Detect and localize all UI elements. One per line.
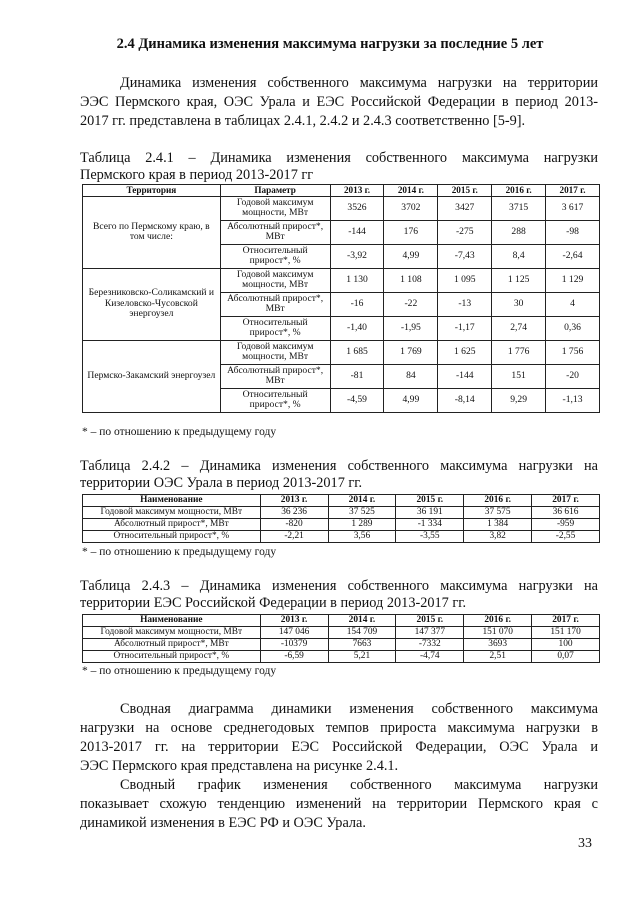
header-cell: 2017 г. [546, 185, 600, 197]
value-cell: -98 [546, 220, 600, 244]
value-cell: -1,40 [330, 316, 384, 340]
value-cell: 1 125 [492, 268, 546, 292]
table3-caption [80, 578, 598, 612]
value-cell: -2,64 [546, 244, 600, 268]
summary-line: нагрузки на основе среднегодовых темпов прироста максимума нагрузки в [80, 720, 598, 736]
value-cell: -2,21 [260, 531, 328, 543]
summary-paragraph-2 [80, 776, 598, 833]
value-cell: 1 129 [546, 268, 600, 292]
value-cell: 0,36 [546, 316, 600, 340]
param-cell: Относительный прирост*, % [220, 316, 330, 340]
value-cell: -144 [438, 364, 492, 388]
value-cell: 151 170 [532, 627, 600, 639]
value-cell: 1 685 [330, 340, 384, 364]
param-cell: Относительный прирост*, % [220, 388, 330, 412]
table1-footnote: * – по отношению к предыдущему году [82, 426, 277, 438]
value-cell: 100 [532, 639, 600, 651]
value-cell: -6,59 [260, 651, 328, 663]
header-cell: 2017 г. [532, 495, 600, 507]
value-cell: -1,95 [384, 316, 438, 340]
value-cell: 3715 [492, 196, 546, 220]
value-cell: 151 [492, 364, 546, 388]
value-cell: -7332 [396, 639, 464, 651]
table-row [83, 627, 600, 639]
intro-line: Динамика изменения собственного максимума нагрузки на территории [120, 75, 598, 91]
value-cell: -1 334 [396, 519, 464, 531]
table2-footnote: * – по отношению к предыдущему году [82, 546, 277, 558]
value-cell: 3427 [438, 196, 492, 220]
table-header-row [83, 185, 600, 197]
header-cell: Территория [83, 185, 221, 197]
value-cell: 147 377 [396, 627, 464, 639]
summary-paragraph-1 [80, 700, 598, 776]
name-cell: Относительный прирост*, % [83, 531, 261, 543]
value-cell: -820 [260, 519, 328, 531]
param-cell: Абсолютный прирост*, МВт [220, 292, 330, 316]
param-cell: Абсолютный прирост*, МВт [220, 220, 330, 244]
value-cell: -959 [532, 519, 600, 531]
value-cell: 176 [384, 220, 438, 244]
name-cell: Абсолютный прирост*, МВт [83, 639, 261, 651]
value-cell: 37 575 [464, 507, 532, 519]
value-cell: 1 130 [330, 268, 384, 292]
value-cell: -144 [330, 220, 384, 244]
value-cell: 4,99 [384, 388, 438, 412]
value-cell: 84 [384, 364, 438, 388]
value-cell: 0,07 [532, 651, 600, 663]
value-cell: 7663 [328, 639, 396, 651]
header-cell: 2016 г. [464, 615, 532, 627]
value-cell: -7,43 [438, 244, 492, 268]
param-cell: Относительный прирост*, % [220, 244, 330, 268]
header-cell: 2013 г. [260, 495, 328, 507]
summary-line: 2013-2017 гг. на территории ЕЭС Российской Федерации, ОЭС Урала и [80, 739, 598, 755]
table-row [83, 340, 600, 364]
section-heading: 2.4 Динамика изменения максимума нагрузки за последние 5 лет [116, 36, 544, 52]
summary-line: ЭЭС Пермского края представлена на рисунке 2.4.1. [80, 758, 399, 774]
territory-cell: Березниковско-Соликамский и Кизеловско-Чусовской энергоузел [83, 268, 221, 340]
intro-line: 2017 гг. представлена в таблицах 2.4.1, 2.4.2 и 2.4.3 соответственно [5-9]. [80, 113, 526, 129]
value-cell: 3,82 [464, 531, 532, 543]
header-cell: 2015 г. [396, 615, 464, 627]
value-cell: -22 [384, 292, 438, 316]
table-row [83, 507, 600, 519]
table-row [83, 531, 600, 543]
intro-line: ЭЭС Пермского края, ОЭС Урала и ЕЭС Российской Федерации в период 2013- [80, 94, 598, 110]
intro-paragraph [80, 74, 598, 131]
table-row [83, 268, 600, 292]
caption-line: Таблица 2.4.3 – Динамика изменения собственного максимума нагрузки на [80, 578, 598, 594]
value-cell: 1 625 [438, 340, 492, 364]
header-cell: 2013 г. [260, 615, 328, 627]
table-header-row [83, 495, 600, 507]
value-cell: -16 [330, 292, 384, 316]
table2-caption [80, 458, 598, 492]
value-cell: -10379 [260, 639, 328, 651]
value-cell: 3693 [464, 639, 532, 651]
table-row [83, 519, 600, 531]
value-cell: -3,92 [330, 244, 384, 268]
value-cell: 37 525 [328, 507, 396, 519]
value-cell: -81 [330, 364, 384, 388]
name-cell: Годовой максимум мощности, МВт [83, 627, 261, 639]
value-cell: 36 191 [396, 507, 464, 519]
table2 [82, 494, 600, 543]
header-cell: Параметр [220, 185, 330, 197]
value-cell: 151 070 [464, 627, 532, 639]
value-cell: 1 108 [384, 268, 438, 292]
header-cell: 2014 г. [384, 185, 438, 197]
header-cell: 2015 г. [396, 495, 464, 507]
value-cell: 30 [492, 292, 546, 316]
table-header-row [83, 615, 600, 627]
name-cell: Годовой максимум мощности, МВт [83, 507, 261, 519]
value-cell: 8,4 [492, 244, 546, 268]
caption-line: Пермского края в период 2013-2017 гг [80, 167, 314, 183]
header-cell: 2016 г. [492, 185, 546, 197]
value-cell: -4,74 [396, 651, 464, 663]
table3-footnote: * – по отношению к предыдущему году [82, 665, 277, 677]
header-cell: 2013 г. [330, 185, 384, 197]
territory-cell: Всего по Пермскому краю, в том числе: [83, 196, 221, 268]
caption-line: территории ЕЭС Российской Федерации в период 2013-2017 гг. [80, 595, 467, 611]
territory-cell: Пермско-Закамский энергоузел [83, 340, 221, 412]
value-cell: 1 289 [328, 519, 396, 531]
summary-line: Сводная диаграмма динамики изменения собственного максимума [120, 701, 598, 717]
value-cell: -1,17 [438, 316, 492, 340]
value-cell: -13 [438, 292, 492, 316]
value-cell: 288 [492, 220, 546, 244]
table1-caption [80, 150, 598, 184]
value-cell: 147 046 [260, 627, 328, 639]
param-cell: Годовой максимум мощности, МВт [220, 340, 330, 364]
table-row [83, 639, 600, 651]
table1 [82, 184, 600, 413]
caption-line: Таблица 2.4.1 – Динамика изменения собственного максимума нагрузки [80, 150, 598, 166]
name-cell: Абсолютный прирост*, МВт [83, 519, 261, 531]
value-cell: -2,55 [532, 531, 600, 543]
value-cell: 4 [546, 292, 600, 316]
value-cell: -275 [438, 220, 492, 244]
value-cell: -3,55 [396, 531, 464, 543]
param-cell: Годовой максимум мощности, МВт [220, 196, 330, 220]
caption-line: территории ОЭС Урала в период 2013-2017 гг. [80, 475, 363, 491]
summary-line: динамикой изменения в ЕЭС РФ и ОЭС Урала. [80, 815, 366, 831]
summary-line: показывает схожую тенденцию изменений на территории Пермского края с [80, 796, 598, 812]
header-cell: 2014 г. [328, 615, 396, 627]
page-number: 33 [578, 836, 592, 851]
value-cell: 1 769 [384, 340, 438, 364]
header-cell: Наименование [83, 615, 261, 627]
value-cell: 1 776 [492, 340, 546, 364]
value-cell: -1,13 [546, 388, 600, 412]
value-cell: 1 756 [546, 340, 600, 364]
value-cell: 5,21 [328, 651, 396, 663]
value-cell: -8,14 [438, 388, 492, 412]
value-cell: 3702 [384, 196, 438, 220]
value-cell: 4,99 [384, 244, 438, 268]
value-cell: 3526 [330, 196, 384, 220]
header-cell: 2016 г. [464, 495, 532, 507]
value-cell: 3 617 [546, 196, 600, 220]
param-cell: Годовой максимум мощности, МВт [220, 268, 330, 292]
value-cell: 3,56 [328, 531, 396, 543]
value-cell: 1 384 [464, 519, 532, 531]
table-row [83, 196, 600, 220]
header-cell: 2015 г. [438, 185, 492, 197]
value-cell: -20 [546, 364, 600, 388]
header-cell: Наименование [83, 495, 261, 507]
caption-line: Таблица 2.4.2 – Динамика изменения собственного максимума нагрузки на [80, 458, 598, 474]
value-cell: 36 616 [532, 507, 600, 519]
name-cell: Относительный прирост*, % [83, 651, 261, 663]
value-cell: 2,74 [492, 316, 546, 340]
table-row [83, 651, 600, 663]
value-cell: 154 709 [328, 627, 396, 639]
param-cell: Абсолютный прирост*, МВт [220, 364, 330, 388]
value-cell: 36 236 [260, 507, 328, 519]
header-cell: 2014 г. [328, 495, 396, 507]
table3 [82, 614, 600, 663]
value-cell: 1 095 [438, 268, 492, 292]
value-cell: 9,29 [492, 388, 546, 412]
value-cell: 2,51 [464, 651, 532, 663]
summary-line: Сводный график изменения собственного максимума нагрузки [120, 777, 598, 793]
header-cell: 2017 г. [532, 615, 600, 627]
value-cell: -4,59 [330, 388, 384, 412]
